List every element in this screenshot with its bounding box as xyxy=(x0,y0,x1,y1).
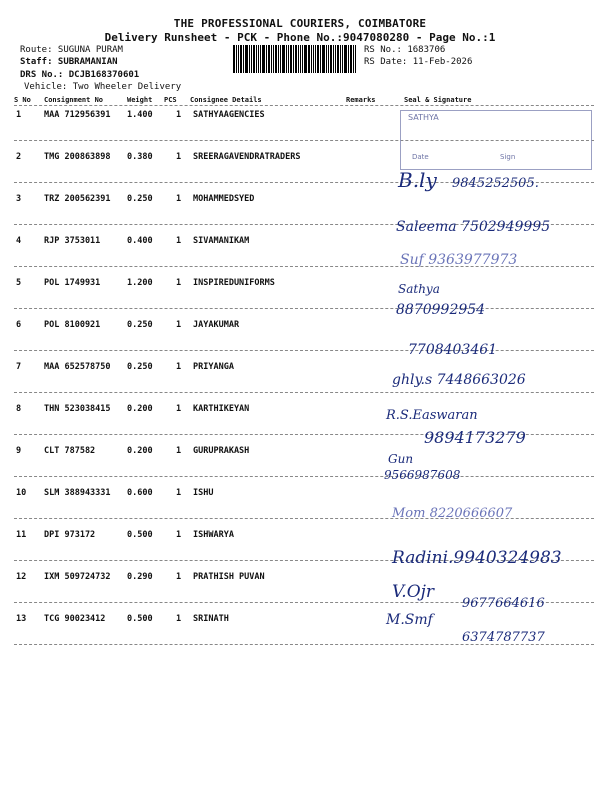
barcode-bar xyxy=(355,45,356,73)
row-sno: 7 xyxy=(16,362,22,372)
row-weight: 0.600 xyxy=(127,488,153,498)
barcode-bar xyxy=(326,45,327,73)
barcode-bar xyxy=(317,45,319,73)
barcode-bar xyxy=(322,45,325,73)
signature-12a: V.Ojr xyxy=(392,582,435,602)
barcode-bar xyxy=(268,45,270,73)
row-consignment-no: CLT 787582 xyxy=(44,446,96,456)
row-consignee: SATHYAAGENCIES xyxy=(193,110,265,120)
row-sno: 9 xyxy=(16,446,22,456)
row-sno: 3 xyxy=(16,194,22,204)
row-pcs: 1 xyxy=(176,404,182,414)
row-divider xyxy=(14,350,594,351)
row-pcs: 1 xyxy=(176,110,182,120)
signature-11: Radini.9940324983 xyxy=(392,548,562,568)
barcode-bar xyxy=(304,45,307,73)
row-consignee: JAYAKUMAR xyxy=(193,320,240,330)
column-header-remarks: Remarks xyxy=(346,96,376,104)
barcode-bar xyxy=(290,45,292,73)
barcode-bar xyxy=(258,45,259,73)
row-weight: 0.250 xyxy=(127,194,153,204)
row-consignee: KARTHIKEYAN xyxy=(193,404,250,414)
row-consignment-no: THN 523038415 xyxy=(44,404,111,414)
barcode-bar xyxy=(328,45,329,73)
barcode-bar xyxy=(280,45,281,73)
signature-4: Suf 9363977973 xyxy=(400,252,518,268)
column-header-consignment: Consignment No xyxy=(44,96,104,104)
barcode-bar xyxy=(256,45,257,73)
row-divider xyxy=(14,392,594,393)
barcode-bar xyxy=(313,45,314,73)
row-sno: 12 xyxy=(16,572,27,582)
row-consignee: SREERAGAVENDRATRADERS xyxy=(193,152,301,162)
signature-2b: 9845252505. xyxy=(452,176,539,191)
column-header-sno: S No xyxy=(14,96,31,104)
row-consignee: SIVAMANIKAM xyxy=(193,236,250,246)
barcode-bar xyxy=(245,45,248,73)
barcode-bar xyxy=(333,45,334,73)
signature-9a: Gun xyxy=(388,452,414,466)
row-pcs: 1 xyxy=(176,446,182,456)
row-sno: 6 xyxy=(16,320,22,330)
row-divider xyxy=(14,308,594,309)
signature-9b: 9566987608 xyxy=(384,468,461,482)
row-consignee: MOHAMMEDSYED xyxy=(193,194,255,204)
signature-5a: Sathya xyxy=(398,282,440,296)
row-pcs: 1 xyxy=(176,530,182,540)
barcode-bar xyxy=(236,45,237,73)
row-weight: 0.250 xyxy=(127,362,153,372)
row-consignment-no: SLM 388943331 xyxy=(44,488,111,498)
stamp-sign: Sign xyxy=(500,153,516,161)
row-consignment-no: TRZ 200562391 xyxy=(44,194,111,204)
column-header-consignee: Consignee Details xyxy=(190,96,262,104)
signature-8b: 9894173279 xyxy=(424,428,526,447)
row-consignment-no: TCG 90023412 xyxy=(44,614,106,624)
column-header-weight: Weight xyxy=(127,96,153,104)
row-consignee: GURUPRAKASH xyxy=(193,446,250,456)
row-pcs: 1 xyxy=(176,362,182,372)
row-weight: 1.400 xyxy=(127,110,153,120)
barcode-bar xyxy=(260,45,261,73)
row-pcs: 1 xyxy=(176,320,182,330)
row-sno: 13 xyxy=(16,614,27,624)
signature-7: ghly.s 7448663026 xyxy=(392,372,526,388)
row-consignee: SRINATH xyxy=(193,614,229,624)
barcode xyxy=(233,45,359,73)
row-consignment-no: TMG 200863898 xyxy=(44,152,111,162)
barcode-bar xyxy=(240,45,242,73)
stamp-name: SATHYA xyxy=(408,113,439,122)
row-consignment-no: RJP 3753011 xyxy=(44,236,101,246)
barcode-bar xyxy=(271,45,272,73)
barcode-bar xyxy=(311,45,312,73)
route-label: Route: SUGUNA PURAM xyxy=(20,45,123,55)
barcode-bar xyxy=(253,45,255,73)
barcode-bar xyxy=(335,45,336,73)
row-divider xyxy=(14,476,594,477)
barcode-bar xyxy=(273,45,274,73)
row-consignee: INSPIREDUNIFORMS xyxy=(193,278,275,288)
row-sno: 11 xyxy=(16,530,27,540)
barcode-bar xyxy=(293,45,294,73)
row-weight: 0.500 xyxy=(127,530,153,540)
barcode-bar xyxy=(243,45,244,73)
signature-10: Mom 8220666607 xyxy=(392,506,513,521)
row-consignee: ISHU xyxy=(193,488,214,498)
signature-5b: 8870992954 xyxy=(396,302,486,318)
barcode-bar xyxy=(302,45,303,73)
barcode-bar xyxy=(330,45,332,73)
row-consignee: PRIYANGA xyxy=(193,362,234,372)
row-consignment-no: POL 8100921 xyxy=(44,320,101,330)
row-weight: 0.380 xyxy=(127,152,153,162)
barcode-bar xyxy=(286,45,287,73)
signature-8a: R.S.Easwaran xyxy=(386,408,478,423)
barcode-bar xyxy=(340,45,341,73)
barcode-bar xyxy=(344,45,347,73)
company-title: THE PROFESSIONAL COURIERS, COIMBATORE xyxy=(173,17,427,30)
barcode-bar xyxy=(275,45,277,73)
row-sno: 8 xyxy=(16,404,22,414)
signature-13b: 6374787737 xyxy=(462,630,545,645)
staff-label: Staff: SUBRAMANIAN xyxy=(20,57,118,67)
row-weight: 0.200 xyxy=(127,404,153,414)
row-consignment-no: DPI 973172 xyxy=(44,530,96,540)
row-consignment-no: IXM 509724732 xyxy=(44,572,111,582)
row-consignment-no: MAA 652578750 xyxy=(44,362,111,372)
barcode-bar xyxy=(295,45,297,73)
barcode-bar xyxy=(348,45,349,73)
row-weight: 0.400 xyxy=(127,236,153,246)
row-sno: 5 xyxy=(16,278,22,288)
barcode-bar xyxy=(320,45,321,73)
column-header-pcs: PCS xyxy=(164,96,177,104)
signature-12b: 9677664616 xyxy=(462,596,545,611)
row-pcs: 1 xyxy=(176,236,182,246)
row-consignee: ISHWARYA xyxy=(193,530,234,540)
signature-13a: M.Smf xyxy=(386,612,433,628)
row-pcs: 1 xyxy=(176,488,182,498)
row-weight: 0.500 xyxy=(127,614,153,624)
runsheet-subtitle: Delivery Runsheet - PCK - Phone No.:9047080280 - Page No.:1 xyxy=(104,31,496,44)
row-weight: 0.200 xyxy=(127,446,153,456)
signature-3: Saleema 7502949995 xyxy=(396,219,551,235)
column-header-seal: Seal & Signature xyxy=(404,96,472,104)
row-pcs: 1 xyxy=(176,152,182,162)
row-sno: 2 xyxy=(16,152,22,162)
barcode-bar xyxy=(282,45,285,73)
barcode-bar xyxy=(278,45,279,73)
barcode-bar xyxy=(266,45,267,73)
barcode-bar xyxy=(288,45,289,73)
barcode-bar xyxy=(308,45,310,73)
barcode-bar xyxy=(315,45,316,73)
barcode-bar xyxy=(337,45,339,73)
row-pcs: 1 xyxy=(176,572,182,582)
row-sno: 10 xyxy=(16,488,27,498)
row-sno: 4 xyxy=(16,236,22,246)
barcode-bar xyxy=(262,45,265,73)
barcode-bar xyxy=(249,45,250,73)
barcode-bar xyxy=(251,45,252,73)
row-pcs: 1 xyxy=(176,194,182,204)
stamp-date: Date xyxy=(412,153,429,161)
row-pcs: 1 xyxy=(176,614,182,624)
header-divider xyxy=(14,105,594,106)
rs-number: RS No.: 1683706 xyxy=(364,45,446,55)
barcode-bar xyxy=(238,45,239,73)
signature-6: 7708403461 xyxy=(408,342,498,358)
row-weight: 0.290 xyxy=(127,572,153,582)
row-consignee: PRATHISH PUVAN xyxy=(193,572,265,582)
row-sno: 1 xyxy=(16,110,22,120)
drs-label: DRS No.: DCJB168370601 xyxy=(20,70,140,80)
row-pcs: 1 xyxy=(176,278,182,288)
barcode-bar xyxy=(350,45,352,73)
rs-date: RS Date: 11-Feb-2026 xyxy=(364,57,473,67)
barcode-bar xyxy=(353,45,354,73)
row-weight: 1.200 xyxy=(127,278,153,288)
signature-2a: B.ly xyxy=(398,168,437,192)
row-consignment-no: MAA 712956391 xyxy=(44,110,111,120)
barcode-bar xyxy=(342,45,343,73)
vehicle-label: Vehicle: Two Wheeler Delivery xyxy=(24,82,182,92)
barcode-bar xyxy=(300,45,301,73)
barcode-bar xyxy=(233,45,235,73)
row-consignment-no: POL 1749931 xyxy=(44,278,101,288)
barcode-bar xyxy=(298,45,299,73)
row-weight: 0.250 xyxy=(127,320,153,330)
